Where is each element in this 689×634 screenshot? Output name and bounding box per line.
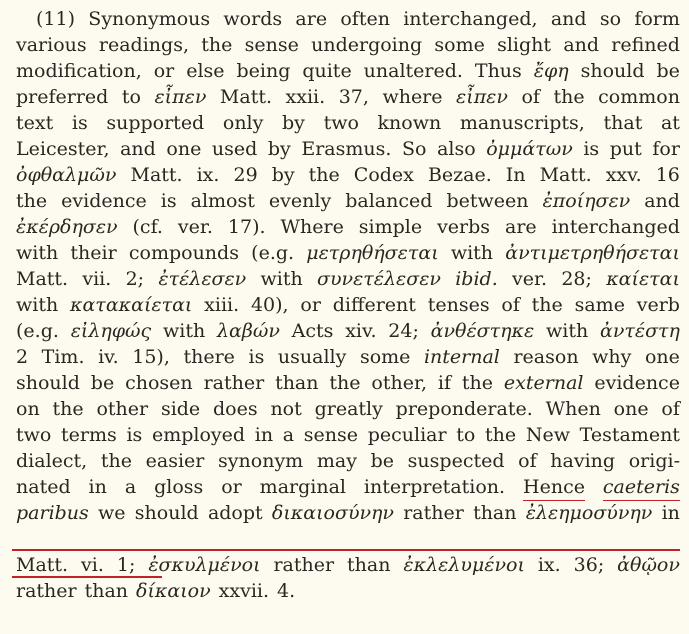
word: in bbox=[88, 476, 107, 498]
word: rather bbox=[273, 554, 335, 576]
word: is bbox=[126, 424, 143, 446]
greek-word: ἀντιμετρηθήσεται bbox=[505, 242, 680, 264]
word: their bbox=[70, 242, 117, 264]
word: known bbox=[377, 112, 442, 134]
text-line-8 bbox=[16, 188, 680, 214]
greek-word: εἰληφώς bbox=[70, 320, 152, 342]
word: with bbox=[450, 242, 494, 264]
word: between bbox=[446, 190, 529, 212]
word: the bbox=[201, 34, 233, 56]
italic-word: external bbox=[503, 372, 584, 394]
word: words bbox=[223, 8, 283, 30]
word: xxvii. bbox=[218, 580, 270, 602]
text-line-12 bbox=[16, 292, 680, 318]
word: peculiar bbox=[367, 424, 447, 446]
word: with bbox=[260, 268, 303, 290]
word: common bbox=[598, 86, 680, 108]
word: verb bbox=[636, 294, 680, 316]
word: Matt. bbox=[16, 554, 69, 576]
word: else bbox=[186, 60, 225, 82]
word: with bbox=[16, 294, 59, 316]
greek-word: ἀντέστη bbox=[599, 320, 680, 342]
word: Where bbox=[280, 216, 344, 238]
word: sense bbox=[303, 424, 359, 446]
word: other, bbox=[371, 372, 427, 394]
word: why bbox=[592, 346, 632, 368]
word: 37, bbox=[338, 86, 369, 108]
word: synonym bbox=[218, 450, 304, 472]
word: two bbox=[16, 424, 52, 446]
word: on bbox=[16, 398, 40, 420]
word: of bbox=[501, 294, 520, 316]
word: we bbox=[98, 502, 126, 524]
word: may bbox=[316, 450, 357, 472]
word: nated bbox=[16, 476, 71, 498]
italic-word: paribus bbox=[16, 502, 89, 524]
word: refined bbox=[611, 34, 680, 56]
text-line-11 bbox=[16, 266, 680, 292]
text-line-4 bbox=[16, 84, 680, 110]
italic-word: internal bbox=[423, 346, 500, 368]
word: two bbox=[323, 112, 359, 134]
word: than bbox=[473, 502, 517, 524]
word: at bbox=[660, 112, 680, 134]
word: a bbox=[282, 424, 295, 446]
word: by bbox=[267, 138, 291, 160]
word: Thus bbox=[474, 60, 522, 82]
word: and bbox=[644, 190, 680, 212]
word: to bbox=[121, 86, 141, 108]
word: unaltered. bbox=[363, 60, 463, 82]
word: the bbox=[308, 164, 340, 186]
word: the bbox=[531, 294, 563, 316]
greek-word: ἀθῷον bbox=[617, 554, 680, 576]
word: 4. bbox=[277, 580, 296, 602]
word: where bbox=[382, 86, 443, 108]
text-line-14 bbox=[16, 344, 680, 370]
word: rather bbox=[403, 502, 464, 524]
word: xiv. bbox=[345, 320, 377, 342]
word: 36; bbox=[573, 554, 605, 576]
word: if bbox=[437, 372, 451, 394]
word: or bbox=[221, 476, 242, 498]
word: some bbox=[359, 346, 411, 368]
word: xxii. bbox=[285, 86, 326, 108]
word: compounds bbox=[128, 242, 239, 264]
word: interpretation. bbox=[363, 476, 506, 498]
word: manuscripts, bbox=[459, 112, 585, 134]
word: is bbox=[71, 112, 88, 134]
word: 17). bbox=[227, 216, 266, 238]
word: 16 bbox=[655, 164, 680, 186]
word: is bbox=[160, 190, 177, 212]
word: other bbox=[96, 398, 149, 420]
word: to bbox=[456, 424, 476, 446]
word: in bbox=[254, 424, 274, 446]
italic-word: ibid. bbox=[455, 268, 498, 290]
word: ver. bbox=[512, 268, 548, 290]
word: text bbox=[16, 112, 54, 134]
word: various bbox=[16, 34, 87, 56]
text-line-19 bbox=[16, 474, 680, 500]
word: Matt. bbox=[130, 164, 183, 186]
word: same bbox=[574, 294, 625, 316]
word: chosen bbox=[125, 372, 193, 394]
word: When bbox=[545, 398, 601, 420]
word: New bbox=[525, 424, 570, 446]
word: having bbox=[550, 450, 616, 472]
word: rather bbox=[203, 372, 265, 394]
text-line-18 bbox=[16, 448, 680, 474]
word: (11) bbox=[36, 8, 76, 30]
word: are bbox=[505, 216, 537, 238]
word: the bbox=[461, 372, 494, 394]
greek-word: ἐτέλεσεν bbox=[158, 268, 247, 290]
word: of bbox=[661, 398, 680, 420]
word: the bbox=[16, 190, 48, 212]
text-line-17 bbox=[16, 422, 680, 448]
word: supported bbox=[106, 112, 205, 134]
word: 40), bbox=[250, 294, 289, 316]
word: 15), bbox=[132, 346, 170, 368]
word: So bbox=[402, 138, 427, 160]
word: that bbox=[603, 112, 643, 134]
word: ix. bbox=[537, 554, 561, 576]
word: xiii. bbox=[204, 294, 240, 316]
underline-annotation bbox=[12, 549, 680, 551]
word: does bbox=[213, 398, 258, 420]
word: (cf. bbox=[132, 216, 163, 238]
word: iv. bbox=[98, 346, 119, 368]
word: preponderate. bbox=[395, 398, 533, 420]
word: be bbox=[370, 450, 395, 472]
word: almost bbox=[190, 190, 255, 212]
word: should bbox=[580, 60, 645, 82]
word: interchanged, bbox=[403, 8, 538, 30]
word: evenly bbox=[268, 190, 332, 212]
word: being bbox=[236, 60, 291, 82]
word: verbs bbox=[437, 216, 491, 238]
underlined-italic-word: caeteris bbox=[603, 474, 680, 501]
word: also bbox=[437, 138, 476, 160]
text-line-22 bbox=[16, 578, 680, 604]
word: 2; bbox=[125, 268, 145, 290]
word: employed bbox=[151, 424, 246, 446]
greek-word: καίεται bbox=[606, 268, 680, 290]
word: so bbox=[599, 8, 622, 30]
word: or bbox=[300, 294, 321, 316]
greek-word: κατακαίεται bbox=[70, 294, 193, 316]
text-line-15 bbox=[16, 370, 680, 396]
greek-word: δίκαιον bbox=[136, 580, 211, 602]
word: preferred bbox=[16, 86, 109, 108]
word: (e.g. bbox=[16, 320, 59, 342]
word: Matt. bbox=[219, 86, 272, 108]
word: dialect, bbox=[16, 450, 88, 472]
word: than bbox=[84, 580, 129, 602]
word: one bbox=[644, 346, 680, 368]
greek-word: εἶπεν bbox=[456, 86, 508, 108]
word: sense bbox=[244, 34, 299, 56]
word: than bbox=[275, 372, 319, 394]
text-line-3 bbox=[16, 58, 680, 84]
word: one bbox=[613, 398, 649, 420]
word: often bbox=[340, 8, 390, 30]
greek-word: ὀφθαλμῶν bbox=[16, 164, 117, 186]
word: readings, bbox=[98, 34, 189, 56]
word: In bbox=[505, 164, 526, 186]
word: 28; bbox=[561, 268, 592, 290]
word: form bbox=[634, 8, 680, 30]
word: ix. bbox=[196, 164, 220, 186]
word: side bbox=[160, 398, 201, 420]
word: Acts bbox=[291, 320, 334, 342]
word: Erasmus. bbox=[301, 138, 392, 160]
word: the bbox=[329, 372, 361, 394]
word: rather bbox=[16, 580, 77, 602]
greek-word: ὀμμάτων bbox=[486, 138, 573, 160]
word: slight bbox=[497, 34, 552, 56]
text-line-5 bbox=[16, 110, 680, 136]
word: is bbox=[248, 346, 265, 368]
greek-word: ἐλεημοσύνην bbox=[525, 502, 653, 524]
text-line-1 bbox=[36, 6, 680, 32]
word: the bbox=[485, 424, 517, 446]
word: by bbox=[271, 164, 295, 186]
word: than bbox=[347, 554, 391, 576]
text-line-10 bbox=[16, 240, 680, 266]
word: the bbox=[100, 450, 132, 472]
word: with bbox=[162, 320, 206, 342]
word: there bbox=[183, 346, 235, 368]
word: not bbox=[270, 398, 302, 420]
word: Tim. bbox=[41, 346, 85, 368]
text-line-9 bbox=[16, 214, 680, 240]
word: one bbox=[166, 138, 202, 160]
word: some bbox=[434, 34, 485, 56]
word: modification, bbox=[16, 60, 142, 82]
word: 1; bbox=[116, 554, 136, 576]
word: greatly bbox=[314, 398, 383, 420]
word: used bbox=[211, 138, 258, 160]
greek-word: ἐκέρδησεν bbox=[16, 216, 118, 238]
word: evidence bbox=[594, 372, 680, 394]
word: and bbox=[550, 8, 587, 30]
word: 24; bbox=[388, 320, 419, 342]
word: is bbox=[583, 138, 600, 160]
word: with bbox=[16, 242, 59, 264]
word: different bbox=[332, 294, 416, 316]
word: usually bbox=[277, 346, 347, 368]
word: of bbox=[521, 86, 540, 108]
word: marginal bbox=[259, 476, 346, 498]
word: reason bbox=[513, 346, 579, 368]
text-line-20 bbox=[16, 500, 680, 526]
word: with bbox=[545, 320, 589, 342]
word: evidence bbox=[61, 190, 147, 212]
word: Matt. bbox=[16, 268, 69, 290]
word: ver. bbox=[177, 216, 213, 238]
word: quite bbox=[302, 60, 352, 82]
word: and bbox=[563, 34, 600, 56]
greek-word: συνετέλεσεν bbox=[317, 268, 441, 290]
word: origi- bbox=[628, 450, 680, 472]
greek-word: ἔφη bbox=[533, 60, 569, 82]
word: interchanged bbox=[551, 216, 680, 238]
word: Synonymous bbox=[88, 8, 211, 30]
greek-word: ἐσκυλμένοι bbox=[148, 554, 261, 576]
word: the bbox=[52, 398, 84, 420]
word: be bbox=[90, 372, 115, 394]
word: for bbox=[652, 138, 680, 160]
word: put bbox=[609, 138, 642, 160]
text-line-21 bbox=[16, 552, 680, 578]
word: only bbox=[222, 112, 264, 134]
word: Bezae. bbox=[427, 164, 492, 186]
word: by bbox=[282, 112, 305, 134]
greek-word: ἐκλελυμένοι bbox=[403, 554, 525, 576]
word: terms bbox=[61, 424, 117, 446]
word: a bbox=[124, 476, 137, 498]
word: balanced bbox=[345, 190, 433, 212]
word: Matt. bbox=[539, 164, 592, 186]
greek-word: δικαιοσύνην bbox=[271, 502, 394, 524]
word: easier bbox=[145, 450, 205, 472]
word: and bbox=[120, 138, 156, 160]
word: of bbox=[518, 450, 537, 472]
word: tenses bbox=[427, 294, 490, 316]
word: 29 bbox=[233, 164, 258, 186]
word: adopt bbox=[207, 502, 263, 524]
word: suspected bbox=[407, 450, 505, 472]
greek-word: μετρηθήσεται bbox=[306, 242, 439, 264]
word: should bbox=[16, 372, 80, 394]
word: be bbox=[656, 60, 680, 82]
text-line-13 bbox=[16, 318, 680, 344]
word: in bbox=[661, 502, 680, 524]
greek-word: ἐποίησεν bbox=[542, 190, 631, 212]
word: vii. bbox=[82, 268, 112, 290]
word: simple bbox=[358, 216, 423, 238]
word: or bbox=[153, 60, 175, 82]
word: (e.g. bbox=[251, 242, 295, 264]
word: are bbox=[295, 8, 328, 30]
word: gloss bbox=[154, 476, 204, 498]
word: Leicester, bbox=[16, 138, 110, 160]
text-line-16 bbox=[16, 396, 680, 422]
underlined-word: Hence bbox=[523, 474, 585, 501]
word: Codex bbox=[353, 164, 414, 186]
text-line-7 bbox=[16, 162, 680, 188]
word: 2 bbox=[16, 346, 29, 368]
word: undergoing bbox=[311, 34, 423, 56]
greek-word: εἶπεν bbox=[154, 86, 207, 108]
word: vi. bbox=[81, 554, 104, 576]
word: the bbox=[553, 86, 585, 108]
greek-word: λαβών bbox=[216, 320, 280, 342]
word: should bbox=[134, 502, 199, 524]
text-line-2 bbox=[16, 32, 680, 58]
word: Testament bbox=[579, 424, 680, 446]
greek-word: ἀνθέστηκε bbox=[430, 320, 535, 342]
word: xxv. bbox=[605, 164, 642, 186]
text-line-6 bbox=[16, 136, 680, 162]
